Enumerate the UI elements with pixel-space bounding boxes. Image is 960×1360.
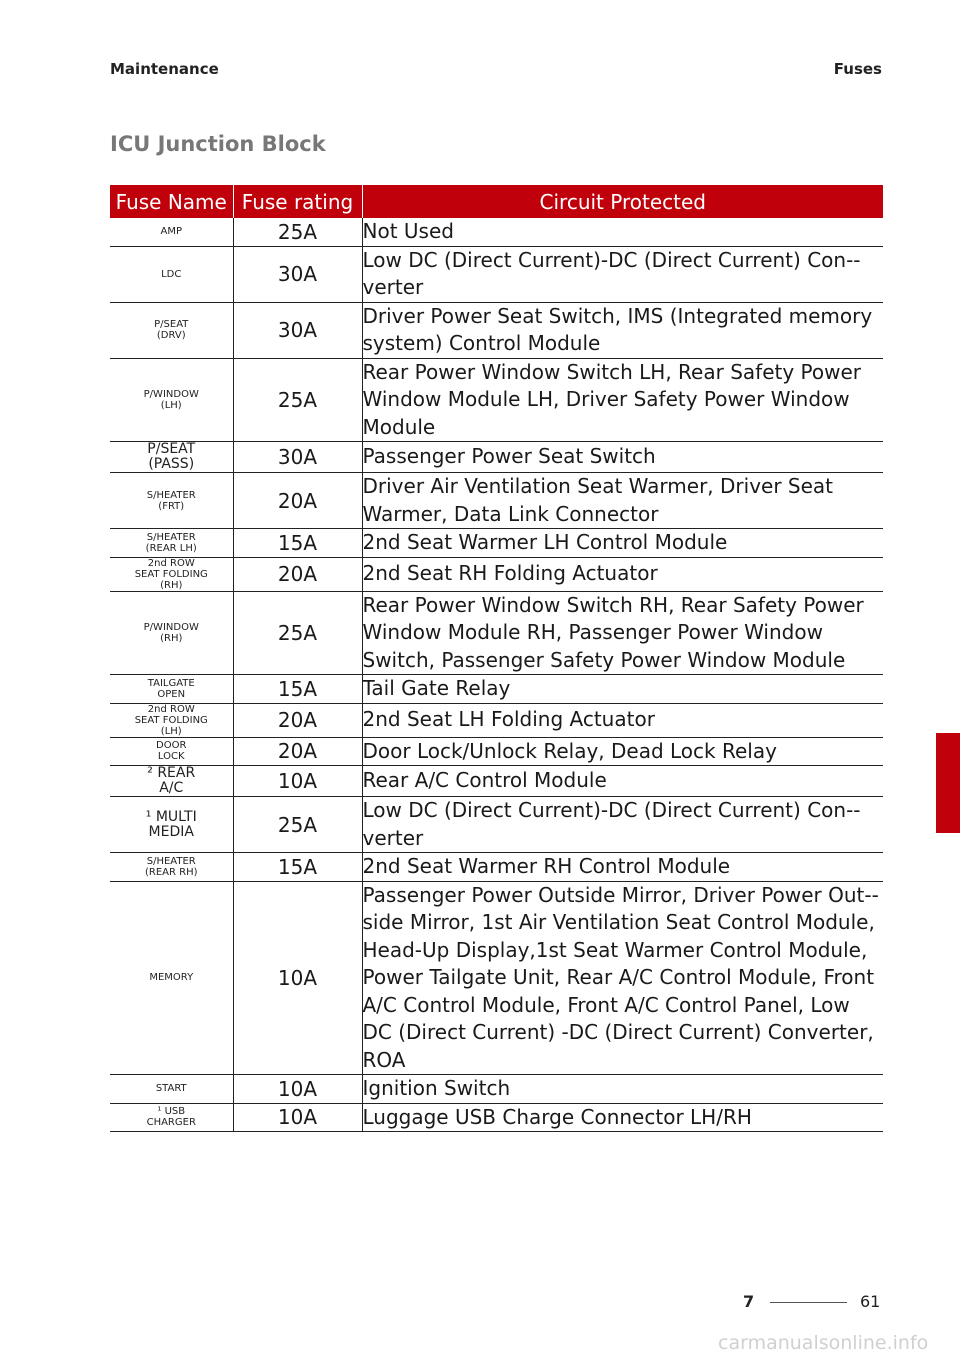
- table-row: [110, 853, 883, 882]
- fuse-name: P/WINDOW (LH): [110, 358, 233, 442]
- fuse-rating: 25A: [233, 591, 362, 675]
- circuit-protected: Rear Power Window Switch LH, Rear Safety Power Window Module LH, Driver Safety Power Window Module: [362, 358, 883, 442]
- fuse-table: [110, 185, 883, 1132]
- fuse-rating: 10A: [233, 1075, 362, 1104]
- table-row: [110, 881, 883, 1075]
- fuse-name: MEMORY: [110, 881, 233, 1075]
- table-row: [110, 442, 883, 473]
- fuse-name: S/HEATER (REAR RH): [110, 853, 233, 882]
- circuit-protected: 2nd Seat LH Folding Actuator: [362, 703, 883, 737]
- fuse-name: ¹ MULTI MEDIA: [110, 797, 233, 853]
- fuse-rating: 30A: [233, 302, 362, 358]
- fuse-rating: 10A: [233, 881, 362, 1075]
- fuse-rating: 20A: [233, 557, 362, 591]
- section-header: Maintenance: [110, 60, 219, 78]
- circuit-protected: Luggage USB Charge Connector LH/RH: [362, 1103, 883, 1132]
- table-row: [110, 737, 883, 766]
- table-row: [110, 557, 883, 591]
- circuit-protected: Rear A/C Control Module: [362, 766, 883, 797]
- circuit-protected: 2nd Seat Warmer LH Control Module: [362, 529, 883, 558]
- fuse-rating: 15A: [233, 853, 362, 882]
- page-number: 61: [860, 1292, 881, 1311]
- fuse-name: P/WINDOW (RH): [110, 591, 233, 675]
- table-row: [110, 358, 883, 442]
- table-row: [110, 473, 883, 529]
- table-row: [110, 1075, 883, 1104]
- circuit-protected: Rear Power Window Switch RH, Rear Safety Power Window Module RH, Passenger Power Window Switch, Passenger Safety Power Window Module: [362, 591, 883, 675]
- circuit-protected: 2nd Seat RH Folding Actuator: [362, 557, 883, 591]
- table-row: [110, 675, 883, 704]
- fuse-name: S/HEATER (FRT): [110, 473, 233, 529]
- fuse-name: 2nd ROW SEAT FOLDING (LH): [110, 703, 233, 737]
- column-header-circuit-protected: Circuit Protected: [362, 185, 883, 218]
- fuse-rating: 15A: [233, 675, 362, 704]
- column-header-fuse-name: Fuse Name: [110, 185, 233, 218]
- column-header-fuse-rating: Fuse rating: [233, 185, 362, 218]
- watermark: carmanualsonline.info: [718, 1332, 929, 1354]
- page-title: ICU Junction Block: [110, 132, 326, 156]
- chapter-tab-number: 7: [938, 808, 952, 832]
- circuit-protected: 2nd Seat Warmer RH Control Module: [362, 853, 883, 882]
- table-row: [110, 246, 883, 302]
- fuse-rating: 25A: [233, 218, 362, 246]
- fuse-name: 2nd ROW SEAT FOLDING (RH): [110, 557, 233, 591]
- table-row: [110, 218, 883, 246]
- fuse-rating: 10A: [233, 766, 362, 797]
- fuse-rating: 20A: [233, 473, 362, 529]
- fuse-rating: 25A: [233, 797, 362, 853]
- circuit-protected: Passenger Power Seat Switch: [362, 442, 883, 473]
- fuse-name: ² REAR A/C: [110, 766, 233, 797]
- fuse-name: P/SEAT (DRV): [110, 302, 233, 358]
- circuit-protected: Driver Air Ventilation Seat Warmer, Driver Seat Warmer, Data Link Connector: [362, 473, 883, 529]
- table-row: [110, 591, 883, 675]
- table-row: [110, 703, 883, 737]
- circuit-protected: Low DC (Direct Current)-DC (Direct Current) Con-verter: [362, 246, 883, 302]
- circuit-protected: Passenger Power Outside Mirror, Driver Power Out-side Mirror, 1st Air Ventilation Seat Control Module, Head-Up Display,1st Seat Warmer Control Module, Power Tailgate Unit, Rear A/C Control Module, Front A/C Control Module, Front A/C Control Panel, Low DC (Direct Current) -DC (Direct Current) Converter, ROA: [362, 881, 883, 1075]
- circuit-protected: Not Used: [362, 218, 883, 246]
- fuse-name: TAILGATE OPEN: [110, 675, 233, 704]
- circuit-protected: Tail Gate Relay: [362, 675, 883, 704]
- fuse-name: P/SEAT (PASS): [110, 442, 233, 473]
- table-row: [110, 766, 883, 797]
- fuse-name: DOOR LOCK: [110, 737, 233, 766]
- fuse-name: ¹ USB CHARGER: [110, 1103, 233, 1132]
- fuse-rating: 10A: [233, 1103, 362, 1132]
- circuit-protected: Ignition Switch: [362, 1075, 883, 1104]
- table-row: [110, 529, 883, 558]
- circuit-protected: Door Lock/Unlock Relay, Dead Lock Relay: [362, 737, 883, 766]
- fuse-rating: 30A: [233, 442, 362, 473]
- topic-header: Fuses: [833, 60, 882, 78]
- circuit-protected: Driver Power Seat Switch, IMS (Integrated memory system) Control Module: [362, 302, 883, 358]
- fuse-name: S/HEATER (REAR LH): [110, 529, 233, 558]
- fuse-rating: 15A: [233, 529, 362, 558]
- table-row: [110, 302, 883, 358]
- fuse-rating: 20A: [233, 703, 362, 737]
- table-row: [110, 1103, 883, 1132]
- table-row: [110, 797, 883, 853]
- fuse-rating: 30A: [233, 246, 362, 302]
- fuse-name: START: [110, 1075, 233, 1104]
- footer-divider: [770, 1302, 847, 1303]
- fuse-rating: 25A: [233, 358, 362, 442]
- circuit-protected: Low DC (Direct Current)-DC (Direct Current) Con-verter: [362, 797, 883, 853]
- fuse-name: LDC: [110, 246, 233, 302]
- fuse-rating: 20A: [233, 737, 362, 766]
- table-header-row: [110, 185, 883, 218]
- footer-chapter-number: 7: [743, 1292, 755, 1311]
- fuse-name: AMP: [110, 218, 233, 246]
